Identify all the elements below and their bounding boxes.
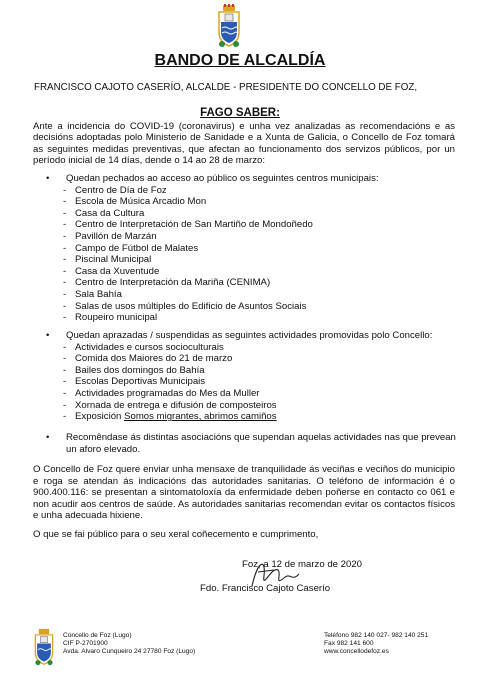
associations-recommendation: Recomêndase ás distintas asociacións que supendan aquelas actividades nas que prevean un aforo elevado.: [66, 432, 456, 455]
signature-line: Fdo. Francisco Cajoto Caserío: [200, 583, 331, 594]
suspended-activities-section: [46, 330, 456, 423]
bullet-icon: •: [46, 432, 50, 443]
bullet-icon: •: [46, 173, 50, 184]
bullet-icon: •: [46, 330, 50, 341]
list-item: - Escola de Música Arcadio Mon: [63, 196, 456, 208]
list-item: [63, 411, 456, 423]
list-item: - Pavillón de Marzán: [63, 231, 456, 243]
closed-centers-list: [46, 185, 456, 324]
public-notice-line: O que se fai público para o seu xeral coñecemento e cumprimento,: [33, 529, 319, 540]
list-item: - Comida dos Maiores do 21 de marzo: [63, 353, 456, 365]
list-item: - Centro de Día de Foz: [63, 185, 456, 197]
intro-paragraph: Ante a incidencia do COVID-19 (coronavirus) e unha vez analizadas as recomendacións e as decisións adoptadas polo Ministerio de Sanidade e a Xunta de Galicia, o Concello de Foz tomará as seguintes medidas preventivas, que afectan ao funcionamento dos servizos públicos, por un período inicial de 14 días, dende o 14 ao 28 de marzo:: [33, 121, 455, 167]
list-item: - Centro de Interpretación de San Martiño de Mondoñedo: [63, 219, 456, 231]
list-item: - Salas de usos múltiples do Edificio de Asuntos Sociais: [63, 301, 456, 313]
associations-section: [46, 432, 456, 455]
list-item: - Roupeiro municipal: [63, 312, 456, 324]
list-item: - Actividades e cursos socioculturais: [63, 342, 456, 354]
closing-paragraph: O Concello de Foz quere enviar unha mensaxe de tranquilidade ás veciñas e veciños do municipio e roga se atendan ás indicacións das autoridades sanitarias. O teléfono de información é o 900.400.116: se presentan a sintomatoloxía da enfermidade deben poñerse en contacto co 061 e non acudir aos centros de saúde. As autoridades sanitarias recomendan evitar os contactos físicos e unha adecuada hixiene.: [33, 464, 455, 522]
exhibition-title: Somos migrantes, abrimos camiños: [124, 411, 277, 423]
signer-line: FRANCISCO CAJOTO CASERÍO, ALCALDE - PRESIDENTE DO CONCELLO DE FOZ,: [34, 82, 418, 93]
list-item: - Actividades programadas do Mes da Muller: [63, 388, 456, 400]
section-lead: Quedan aprazadas / suspendidas as seguintes actividades promovidas polo Concello:: [66, 330, 433, 341]
footer-line: Avda. Alvaro Cunqueiro 24 27780 Foz (Lugo): [63, 648, 196, 656]
list-item: - Xornada de entrega e difusión de composteiros: [63, 400, 456, 412]
list-item: - Campo de Fútbol de Malates: [63, 243, 456, 255]
footer-coat-of-arms-icon: [31, 628, 57, 666]
fago-saber-heading: FAGO SABER:: [200, 107, 280, 119]
footer-line: CIF P-2701900: [63, 640, 108, 648]
footer-website: www.concellodefoz.es: [324, 648, 389, 656]
footer-phone: Teléfono 982 140 027- 982 140 251: [324, 632, 429, 639]
list-item: - Piscinal Municipal: [63, 254, 456, 266]
list-item: - Sala Bahía: [63, 289, 456, 301]
suspended-activities-list: [46, 342, 456, 423]
list-item: - Centro de Interpretación da Mariña (CENIMA): [63, 277, 456, 289]
list-item: - Bailes dos domingos do Bahía: [63, 365, 456, 377]
list-item: - Casa da Cultura: [63, 208, 456, 220]
list-item: - Escolas Deportivas Municipais: [63, 376, 456, 388]
list-item: - Casa da Xuventude: [63, 266, 456, 278]
coat-of-arms-icon: [214, 4, 244, 48]
section-lead: Quedan pechados ao acceso ao público os seguintes centros municipais:: [66, 173, 379, 184]
closed-centers-section: [46, 173, 456, 324]
footer-contact: [324, 632, 428, 657]
footer-address: [63, 632, 195, 657]
footer-fax: Fax 982 141 600: [324, 640, 374, 648]
document-title: BANDO DE ALCALDÍA: [154, 52, 326, 69]
date-line: Foz, a 12 de marzo de 2020: [242, 559, 362, 570]
exhibition-prefix: Exposición: [75, 411, 122, 423]
footer-line: Concello de Foz (Lugo): [63, 632, 132, 639]
